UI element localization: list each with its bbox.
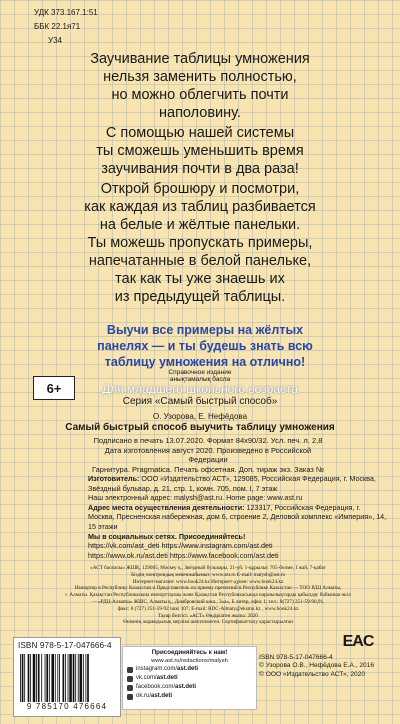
authors: О. Узорова, Е. Нефёдова	[152, 412, 248, 421]
social-links-line-2: https://www.ok.ru/ast.deti https://www.facebook.com/ast.deti	[88, 550, 279, 560]
maker-address: ООО «Издательство АСТ», 129085, Российская Федерация, г. Москва, Звёздный бульвар, д. 21, стр. 1, комн. 705, пом. I, 7 этаж	[88, 474, 376, 493]
series-name: Серия «Самый быстрый способ»	[122, 396, 278, 407]
barcode-digits: 9 785170 476664	[26, 702, 108, 711]
social-link-instagram[interactable]: instagram.com/ ast.deti	[127, 665, 252, 674]
copyright-publisher: © ООО «Издательство АСТ», 2020	[259, 670, 366, 678]
intro-paragraph-2: С помощью нашей системы ты сможешь уменьшить время заучивания почти в два раза!	[96, 125, 304, 177]
reference-edition-kz: анықтамалық басла	[169, 376, 231, 383]
bbk-code: ББК 22.1я71	[34, 22, 81, 31]
eac-conformity-mark: EAC	[342, 633, 374, 650]
reference-edition-ru: Справочное издание	[168, 369, 232, 376]
vk-icon	[127, 676, 133, 682]
isbn-label: ISBN 978-5-17-047666-4	[18, 641, 112, 650]
facebook-icon	[127, 685, 133, 691]
social-link-ok[interactable]: ok.ru/ ast.deti	[127, 692, 252, 701]
copyright-block	[259, 654, 397, 679]
age-rating-badge: 6+	[33, 376, 75, 400]
intro-paragraph-1: Заучивание таблицы умножения нельзя заменить полностью, но можно облегчить почти наполовину.	[90, 51, 310, 121]
classification-codes	[34, 6, 98, 48]
copyright-authors: © Узорова О.В., Нефёдова Е.А., 2016	[259, 662, 374, 670]
author-mark: У34	[48, 36, 62, 45]
technical-details: Подписано в печать 13.07.2020. Формат 84х90/32. Усл. печ. л. 2,8 Дата изготовления август 2020. Произведено в Российской Федерации Гарнитура. Pragmatica. Печать офсетная. Доп. тираж экз. Заказ №	[92, 436, 324, 474]
book-title: Самый быстрый способ выучить таблицу умножения	[65, 422, 335, 433]
social-label: Мы в социальных сетях. Присоединяйтесь!	[88, 531, 246, 541]
activity-address-label: Адрес места осуществления деятельности:	[88, 502, 245, 512]
social-link-vk[interactable]: vk.com/ ast.deti	[127, 674, 252, 683]
social-link-facebook[interactable]: facebook.com/ ast.deti	[127, 683, 252, 692]
copyright-isbn: ISBN 978-5-17-047666-4	[259, 654, 333, 661]
email-line: Наш электронный адрес: malysh@ast.ru. Home page: www.ast.ru	[88, 493, 303, 503]
udk-code: УДК 373.167.1:51	[34, 8, 98, 17]
social-box	[122, 646, 257, 710]
highlight-note: Выучи все примеры на жёлтых панелях — и ты будешь знать всю таблицу умножения на отлично!	[97, 323, 313, 369]
publisher-info	[88, 474, 388, 560]
site-link[interactable]: www.ast.ru/redactions/malysh	[151, 658, 228, 664]
social-links-line-1: https://vk.com/ast_deti https://www.instagram.com/ast.deti	[88, 541, 273, 551]
intro-paragraph-3: Открой брошюру и посмотри, как каждая из таблиц разбивается на белые и жёлтые панельки. Ты можешь пропускать примеры, напечатанные в белой панельке, так как ты уже знаешь их из предыдущей таблицы.	[84, 181, 316, 305]
activity-address: 123317, Российская Федерация, г. Москва, Пресненская набережная, дом 6, строение 2, Деловой комплекс «Империя», 14, 15 этажи	[88, 502, 387, 531]
barcode	[18, 654, 118, 702]
subscribe-label: Присоединяйтесь к нам!	[151, 649, 228, 656]
age-group-label: Для младшего школьного возраста	[101, 382, 299, 396]
kazakh-small-print: «АСТ баспасы» ЖШҚ, 129085, Мәскеу қ., Звёздный бульвары, 21-үй, 1-құрылыс 705-бөлме, I жай, 7-қабат Біздің электрондық мекенжайымыз: www.ast.ru E-mail: malysh@ast.ru Интернет-магазин: www.book24.kz Интернет-дүкен: www.book24.kz Импортер в Республику Казахстан и Представитель по приему претензий в Республике Казахстан — ТОО РДЦ Алматы, г. Алматы. Қазақстан Республикасына импорттаушы және Қазақстан Республикасында наразылықтарды қабылдау бойынша өкіл — «РДЦ-Алматы» ЖШС, Алматы қ., Домбровский көш., 3«а», Б литер, офис 1; тел.: 8(727) 251-59-90,91, факс: 8 (727) 251-59-92 ішкі 107; E-mail: RDC-Almaty@eksmo.kz , www.book24.kz Тауар белгісі: «АСТ» Өндірілген жылы: 2020 Өнімнің жарамдылық мерзімі шектелмеген. Сертификатталу қарастырылған	[65, 565, 351, 626]
instagram-icon	[127, 667, 133, 673]
isbn-barcode-box	[13, 637, 121, 717]
maker-label: Изготовитель:	[88, 474, 140, 483]
ok-icon	[127, 694, 133, 700]
